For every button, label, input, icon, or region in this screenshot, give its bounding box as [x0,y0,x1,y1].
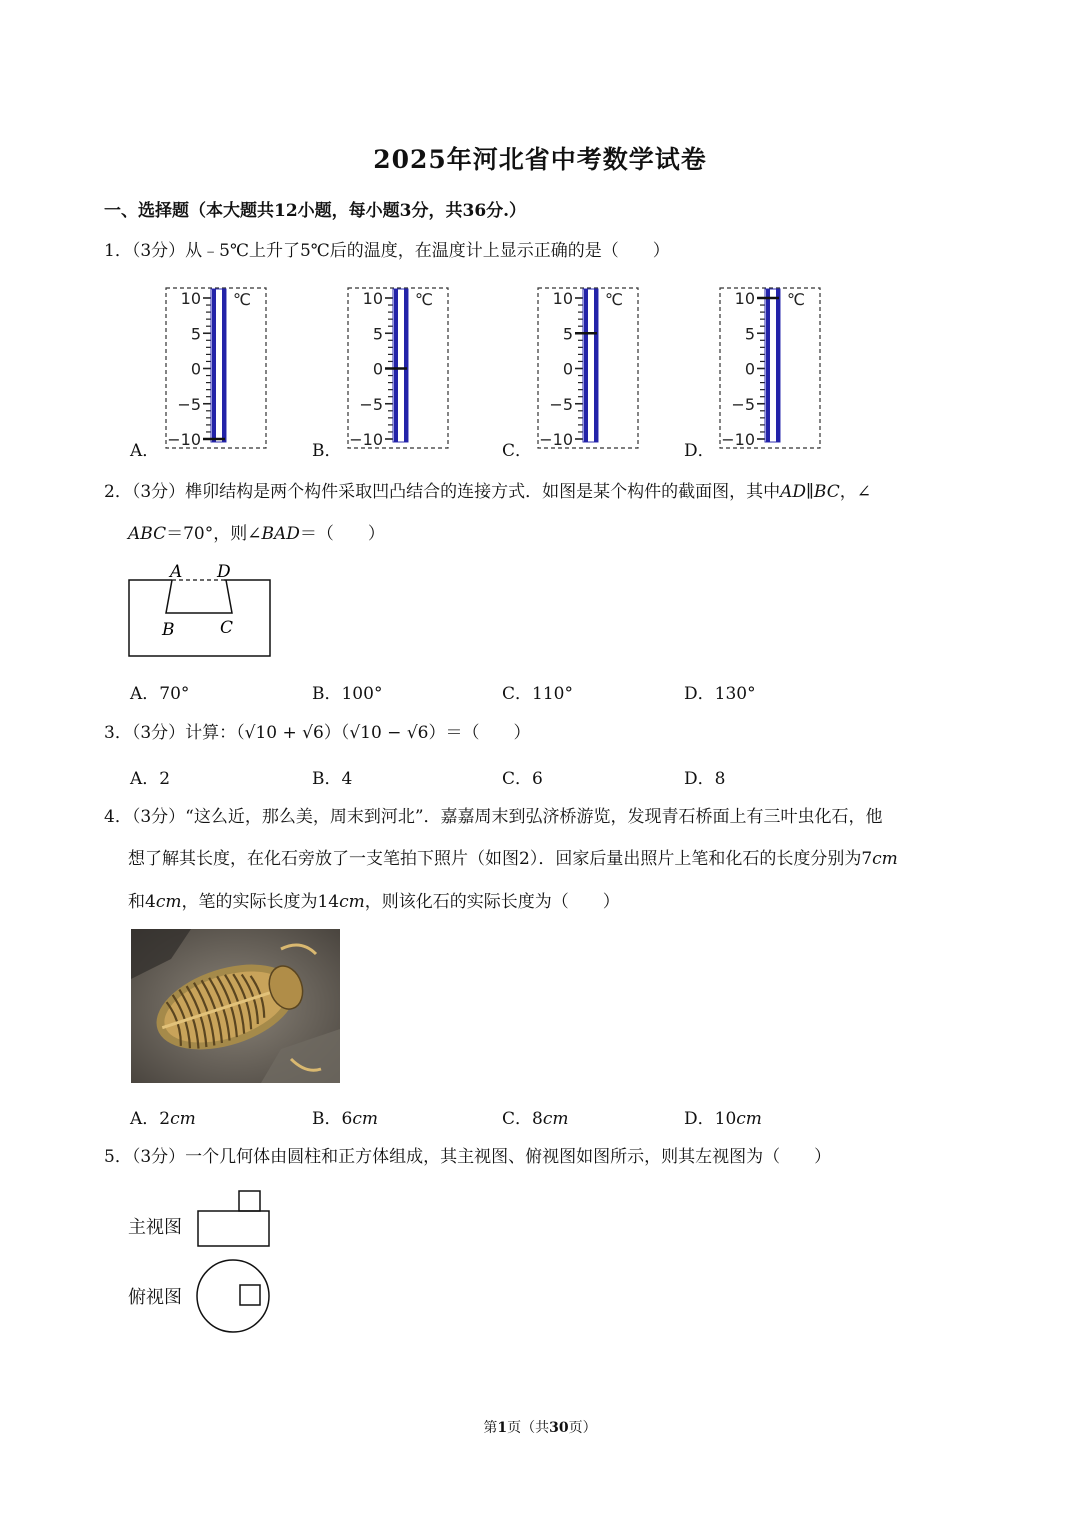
q4-option-c [502,1104,568,1129]
q4-option-d [684,1104,762,1129]
q2-text: 2．（3分）榫卯结构是两个构件采取凹凸结合的连接方式．如图是某个构件的截面图，其中 [104,482,781,502]
thermometer-tick-label: 0 [562,359,573,379]
question-2-line-2 [128,523,385,545]
thermometer-tick-label: 5 [372,324,383,344]
q1-option-label: B． [312,441,342,461]
question-3-stem [104,722,530,744]
question-5-stem: 5．（3分）一个几何体由圆柱和正方体组成，其主视图、俯视图如图所示，则其左视图为（ ） [104,1147,832,1167]
top-view-cylinder [197,1260,269,1332]
q3-option-d: D．8 [684,769,726,789]
thermometer-column [212,289,216,442]
thermometer-tick-label: −10 [167,430,201,449]
q3-post: ）＝（ ） [428,723,531,743]
q3-expr-1: √10 + √6 [244,723,324,743]
thermometer-tick-label: 0 [372,359,383,379]
q3-option-c: C．6 [502,769,543,789]
q2-bad: BAD [261,524,300,544]
q4-option-a [130,1104,196,1129]
front-view-cylinder [198,1211,269,1246]
trapezoid-abcd [166,580,232,613]
thermometer-wall [594,289,598,442]
q4-d-label: D．10 [684,1109,737,1129]
thermometer-tick-label: −5 [359,394,383,414]
q4-line2-text: 想了解其长度，在化石旁放了一支笔拍下照片（如图2）．回家后量出照片上笔和化石的长度分别为7 [128,849,873,869]
thermometer-tick-label: −10 [349,430,383,449]
thermometer-tick-label: −10 [721,430,755,449]
q2-option-b: B．100° [312,684,383,704]
question-4-line-3 [128,891,620,913]
q4-l3-u2: cm [339,892,365,912]
q2-text-end: ，∠ [839,482,871,502]
thermometer [347,287,451,451]
footer-pre: 第 [483,1420,498,1436]
section-heading: 一、选择题（本大题共12小题，每小题3分，共36分.） [104,201,527,221]
q4-a-unit: cm [170,1109,196,1129]
footer-total: 30 [549,1420,569,1436]
q4-l3-a: 和4 [128,892,156,912]
q1-option-label: C． [502,441,533,461]
front-view-label: 主视图 [128,1217,182,1238]
q3-option-b: B．4 [312,769,353,789]
thermometer-column [584,289,588,442]
page-footer [0,1417,1080,1437]
thermometer-tick-label: −5 [549,394,573,414]
thermometer-tick-label: 10 [734,289,755,308]
q3-option-a: A．2 [130,769,171,789]
footer-mid: 页（共 [507,1420,550,1436]
q2-parallel: ∥ [806,482,814,502]
footer-page: 1 [497,1420,508,1436]
thermometer [165,287,269,451]
question-2-line-1 [104,481,871,503]
q4-d-unit: cm [736,1109,762,1129]
thermometer-unit: ℃ [415,290,433,309]
thermometer-tick-label: −5 [177,394,201,414]
q4-c-label: C．8 [502,1109,543,1129]
thermometer-column [766,289,770,442]
page-title: 2025年河北省中考数学试卷 [373,145,707,174]
q2-mid: ＝70°，则∠ [166,524,262,544]
thermometer-tick-label: 0 [190,359,201,379]
thermometer-tick-label: −10 [539,430,573,449]
thermometer [719,287,823,451]
q2-end: ＝（ ） [299,524,385,544]
thermometer-wall [404,289,408,442]
question-4-line-2 [128,848,898,870]
trilobite-fossil-photo [131,929,340,1083]
label-d: D [217,562,231,582]
thermometer-unit: ℃ [605,290,623,309]
thermometer-wall [222,289,226,442]
q4-b-unit: cm [352,1109,378,1129]
thermometer-tick-label: 5 [562,324,573,344]
q3-pre: 3．（3分）计算：（ [104,723,245,743]
q3-expr-2: √10 − √6 [349,723,429,743]
label-c: C [220,618,234,638]
top-view-label: 俯视图 [128,1287,182,1308]
q2-bc: BC [813,482,840,502]
q2-ad: AD [780,482,807,502]
thermometer-unit: ℃ [233,290,251,309]
q2-abc: ABC [128,524,167,544]
question-5-figure [195,1188,275,1336]
front-view-cube [239,1191,260,1211]
q4-l3-b: ，笔的实际长度为14 [181,892,340,912]
q4-l3-c: ，则该化石的实际长度为（ ） [364,892,620,912]
thermometer-tick-label: 10 [362,289,383,308]
q4-l3-u1: cm [155,892,182,912]
label-a: A [170,562,183,582]
q1-option-label: D． [684,441,715,461]
q4-a-label: A．2 [130,1109,171,1129]
footer-post: 页） [568,1420,597,1436]
q2-option-c: C．110° [502,684,573,704]
thermometer-tick-label: 10 [552,289,573,308]
q4-unit: cm [872,849,898,869]
thermometer-tick-label: 5 [744,324,755,344]
thermometer [537,287,641,451]
thermometer-tick-label: 0 [744,359,755,379]
thermometer-tick-label: −5 [731,394,755,414]
thermometer-unit: ℃ [787,290,805,309]
q4-option-b [312,1104,378,1129]
q4-c-unit: cm [542,1109,569,1129]
q1-option-label: A． [130,441,160,461]
question-1-stem: 1．（3分）从﹣5℃上升了5℃后的温度，在温度计上显示正确的是（ ） [104,241,670,261]
top-view-cube [240,1285,260,1305]
question-2-figure [128,560,273,660]
thermometer-tick-label: 10 [180,289,201,308]
thermometer-wall [776,289,780,442]
thermometer-column [394,289,398,442]
q4-b-label: B．6 [312,1109,353,1129]
question-4-line-1: 4．（3分）“这么近，那么美，周末到河北”．嘉嘉周末到弘济桥游览，发现青石桥面上有三叶虫化石，他 [104,807,883,827]
block-outline [129,580,270,656]
thermometer-tick-label: 5 [190,324,201,344]
q2-option-d: D．130° [684,684,756,704]
label-b: B [162,620,175,640]
q2-option-a: A．70° [130,684,190,704]
q3-mid: ）（ [323,723,350,743]
